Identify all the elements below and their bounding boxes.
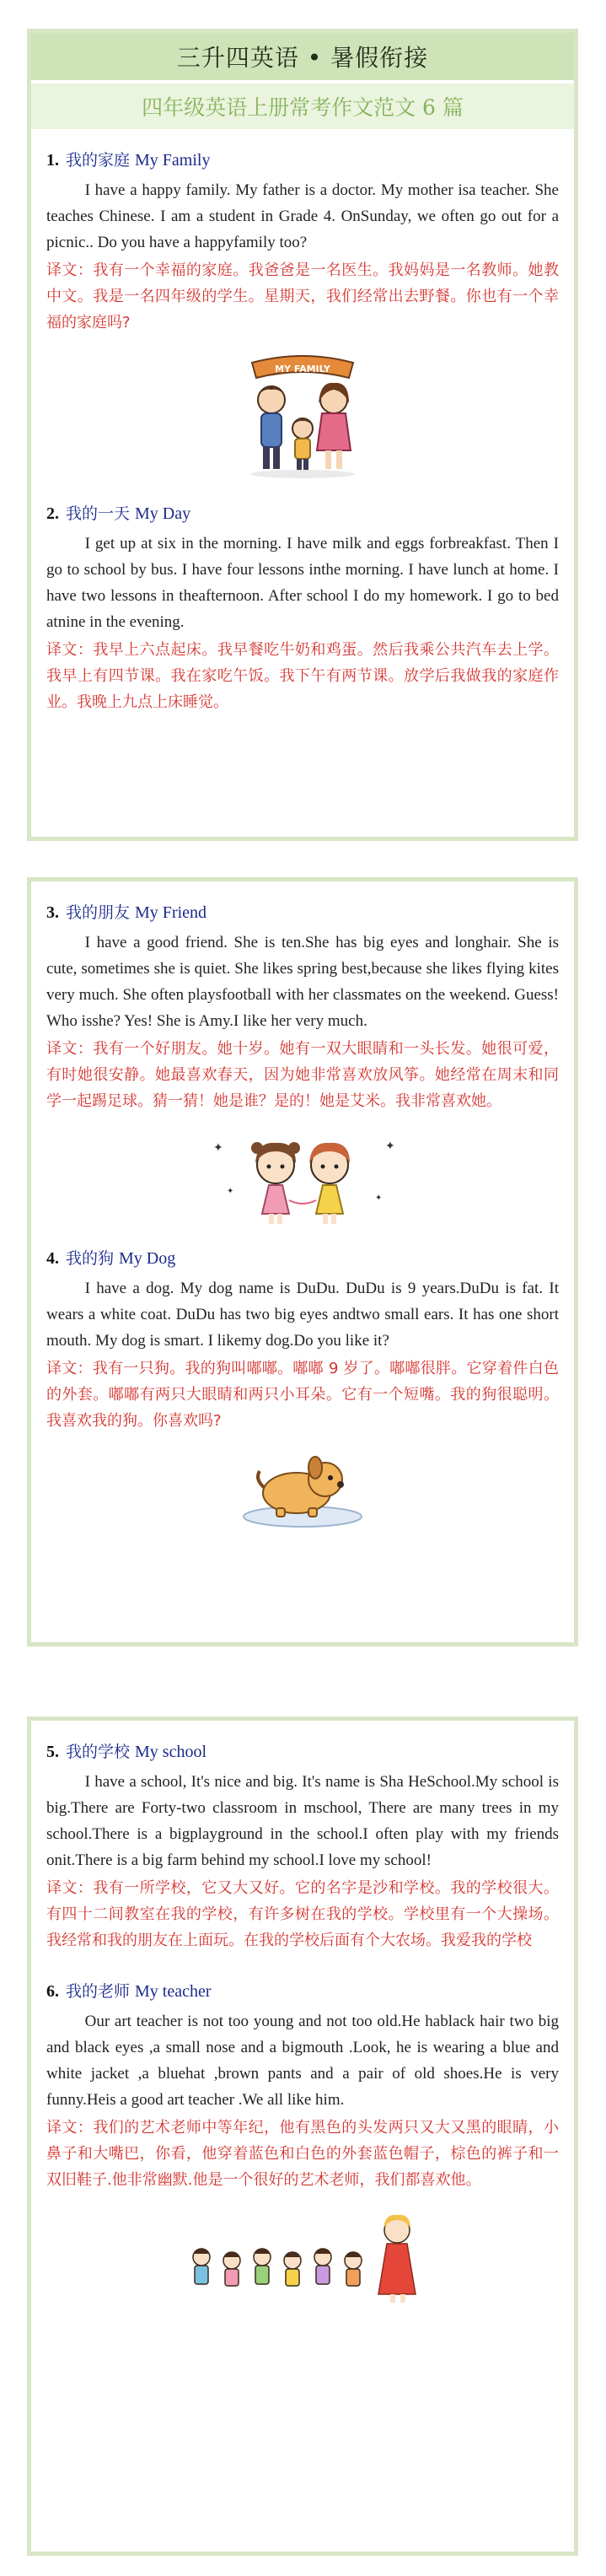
essay-1-english: I have a happy family. My father is a doctor. My mother isa teacher. She teaches Chinese. I am a student in Grade 4. OnSunday, we often go out for a picnic.. Do you have a happyfamily too? xyxy=(46,181,559,251)
essay-6 xyxy=(31,1979,574,2306)
essay-4-translation: 译文：我有一只狗。我的狗叫嘟嘟。嘟嘟 9 岁了。嘟嘟很胖。它穿着件白色的外套。嘟嘟有两只大眼睛和两只小耳朵。它有一个短嘴。我的狗很聪明。我喜欢我的狗。你喜欢吗? xyxy=(46,1360,559,1430)
dog-illustration xyxy=(46,1446,559,1530)
essay-4 xyxy=(31,1246,574,1530)
essay-5-translation: 译文：我有一所学校，它又大又好。它的名字是沙和学校。我的学校很大。有四十二间教室在我的学校，有许多树在我的学校。学校里有一个大操场。我经常和我的朋友在上面玩。在我的学校后面有个大农场。我爱我的学校 xyxy=(46,1879,559,1949)
essay-2 xyxy=(31,501,574,715)
essay-3 xyxy=(31,900,574,1227)
essay-5-title: 5. 我的学校 My school xyxy=(46,1743,207,1761)
friends-illustration xyxy=(46,1126,559,1227)
essay-1 xyxy=(31,148,574,482)
essay-3-english: I have a good friend. She is ten.She has big eyes and longhair. She is cute, sometimes she is quiet. She likes spring best,because she likes flying kites very much. She often playsfootball with her classmates on the weekend. Guess! Who isshe? Yes! She is Amy.I like her very much. xyxy=(46,934,559,1030)
svg-text:✦: ✦ xyxy=(213,1142,223,1155)
essay-6-english: Our art teacher is not too young and not too old.He hablack hair two big and black eyes ,a small nose and a bigmouth .Look, he is wearing a blue and white jacket ,a bluehat ,brown pants and a pair of old shoes.He is very funny.Heis a good art teacher .We all like him. xyxy=(46,2013,559,2109)
essay-6-title: 6. 我的老师 My teacher xyxy=(46,1982,212,2001)
page-subtitle: 四年级英语上册常考作文范文 6 篇 xyxy=(31,84,574,129)
essay-2-title: 2. 我的一天 My Day xyxy=(46,504,191,523)
svg-text:✦: ✦ xyxy=(227,1187,234,1196)
page-title: 三升四英语 • 暑假衔接 xyxy=(31,33,574,80)
card-2 xyxy=(27,877,578,1646)
family-illustration xyxy=(46,348,559,482)
essay-2-translation: 译文：我早上六点起床。我早餐吃牛奶和鸡蛋。然后我乘公共汽车去上学。我早上有四节课。我在家吃午饭。我下午有两节课。放学后我做我的家庭作业。我晚上九点上床睡觉。 xyxy=(46,641,559,711)
svg-text:✦: ✦ xyxy=(375,1194,383,1203)
essay-1-translation: 译文：我有一个幸福的家庭。我爸爸是一名医生。我妈妈是一名教师。她教中文。我是一名四年级的学生。星期天，我们经常出去野餐。你也有一个幸福的家庭吗? xyxy=(46,261,559,331)
essay-5 xyxy=(31,1739,574,1954)
essay-2-english: I get up at six in the morning. I have milk and eggs forbreakfast. Then I go to school by bus. I have four lessons inthe morning. I have lunch at home. I have two lessons in theafternoon. After school I do my homework. I go to bed atnine in the evening. xyxy=(46,535,559,631)
card-3 xyxy=(27,1716,578,2556)
essay-5-english: I have a school, It's nice and big. It's name is Sha HeSchool.My school is big.There are Forty-two classroom in mschool, There are many trees in my school.There is a bigplayground in the school.I often play with my friends onit.There is a big farm behind my school.I love my school! xyxy=(46,1773,559,1869)
essay-1-title: 1. 我的家庭 My Family xyxy=(46,151,211,170)
essay-6-translation: 译文：我们的艺术老师中等年纪，他有黑色的头发两只又大又黑的眼睛，小鼻子和大嘴巴，你看，他穿着蓝色和白色的外套蓝色帽子，棕色的裤子和一双旧鞋子.他非常幽默.他是一个很好的艺术老师，我们都喜欢他。 xyxy=(46,2119,559,2189)
svg-text:✦: ✦ xyxy=(385,1140,395,1153)
teacher-kids-illustration xyxy=(46,2205,559,2306)
essay-4-title: 4. 我的狗 My Dog xyxy=(46,1249,176,1268)
essay-4-english: I have a dog. My dog name is DuDu. DuDu is 9 years.DuDu is fat. It wears a white coat. DuDu has two big eyes andtwo small ears. It has one short mouth. My dog is smart. I likemy dog.Do you like it? xyxy=(46,1280,559,1350)
essay-3-title: 3. 我的朋友 My Friend xyxy=(46,903,207,922)
family-banner-text: MY FAMILY xyxy=(275,364,330,375)
card-1 xyxy=(27,29,578,841)
page-header xyxy=(31,33,574,129)
essay-3-translation: 译文：我有一个好朋友。她十岁。她有一双大眼睛和一头长发。她很可爱，有时她很安静。她最喜欢春天，因为她非常喜欢放风筝。她经常在周末和同学一起踢足球。猜一猜！她是谁？是的！她是艾米。我非常喜欢她。 xyxy=(46,1040,559,1110)
